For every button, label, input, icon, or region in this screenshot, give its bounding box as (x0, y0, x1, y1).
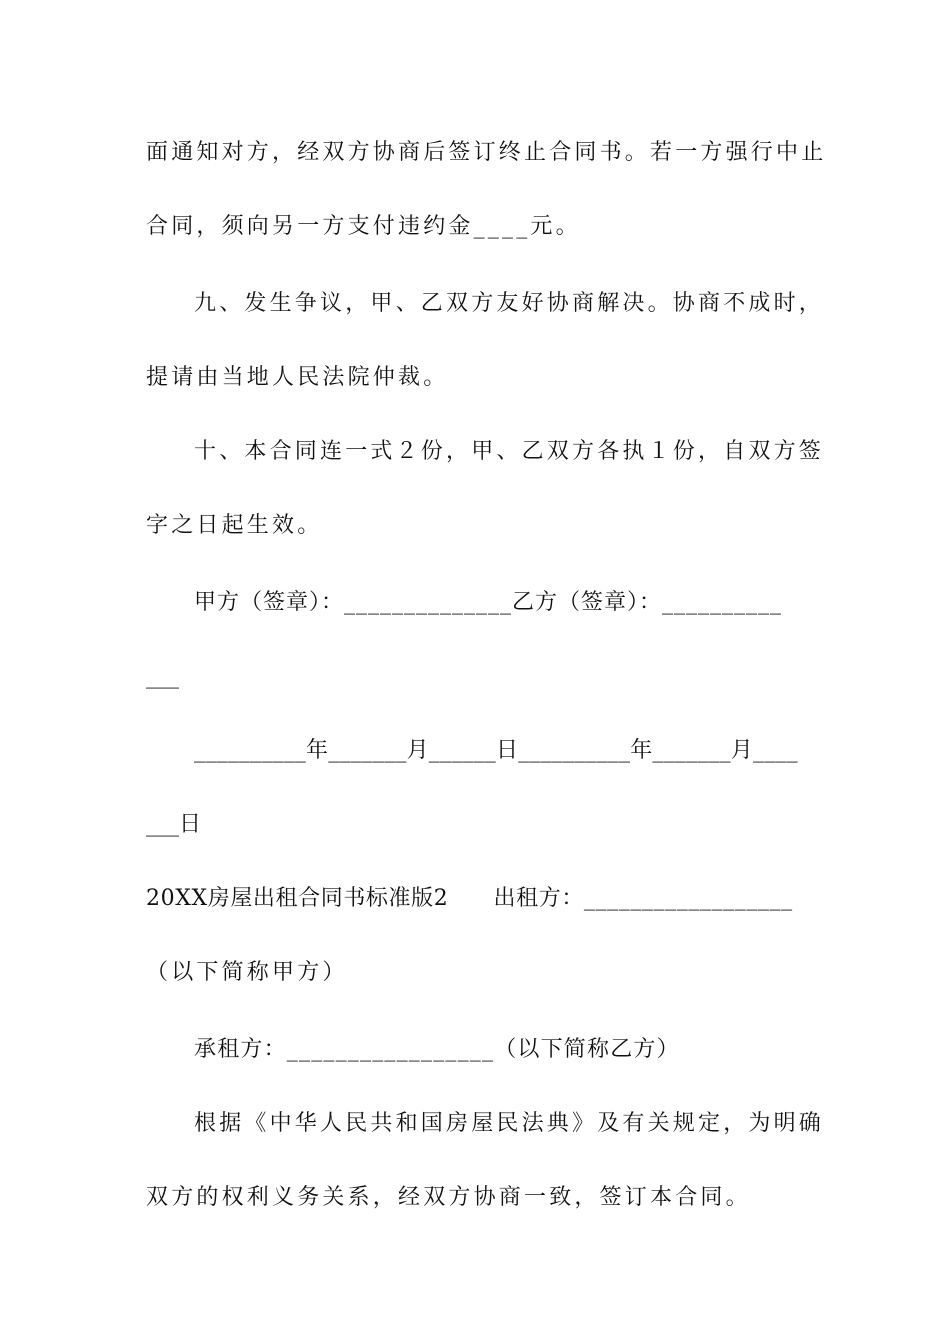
paragraph-line: 合同，须向另一方支付违约金____元。 (146, 214, 581, 239)
paragraph-line: 根据《中华人民共和国房屋民法典》及有关规定，为明确 (194, 1111, 825, 1136)
contract-heading-line: 20XX房屋出租合同书标准版2 出租方：__________________ (146, 886, 793, 911)
paragraph-line: 面通知对方，经双方协商后签订终止合同书。若一方强行中止 (146, 140, 827, 165)
date-line-continued: ___日 (146, 812, 202, 837)
signature-line: 甲方（签章）：______________乙方（签章）：__________ (194, 590, 783, 615)
paragraph-line: （以下简称甲方） (146, 960, 348, 985)
lessee-line: 承租方：_________________（以下简称乙方） (194, 1037, 680, 1062)
paragraph-line: 字之日起生效。 (146, 513, 323, 538)
date-line: __________年_______月______日__________年_______月____ (194, 738, 798, 763)
paragraph-line: 提请由当地人民法院仲裁。 (146, 365, 449, 390)
signature-line-continued: ___ (146, 664, 179, 689)
paragraph-line: 双方的权利义务关系，经双方协商一致，签订本合同。 (146, 1185, 751, 1210)
clause-nine-line: 九、发生争议，甲、乙双方友好协商解决。协商不成时， (194, 291, 825, 316)
clause-ten-line: 十、本合同连一式２份，甲、乙双方各执１份，自双方签 (194, 439, 825, 464)
